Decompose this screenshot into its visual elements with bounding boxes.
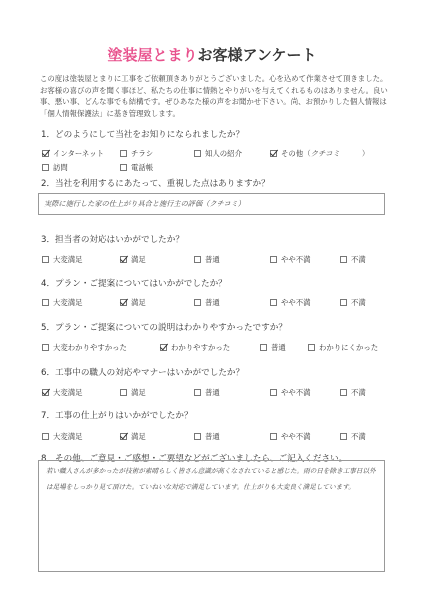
checkbox[interactable] (270, 433, 277, 440)
checkbox[interactable] (42, 389, 49, 396)
q6-option[interactable]: 不満 (340, 387, 366, 398)
checkbox[interactable] (340, 299, 347, 306)
checkbox[interactable] (120, 299, 127, 306)
q7-question: 7．工事の仕上がりはいかがでしたか？ (41, 411, 193, 421)
checkbox[interactable] (120, 389, 127, 396)
checkbox[interactable] (160, 344, 167, 351)
q5-option[interactable]: わかりやすかった (160, 342, 260, 353)
q1-option[interactable]: その他 （ クチコミ ） (270, 148, 369, 159)
checkbox[interactable] (270, 150, 277, 157)
q3-option[interactable]: 大変満足 (42, 254, 120, 265)
q3-option[interactable]: 満足 (120, 254, 194, 265)
q5-option[interactable]: わかりにくかった (308, 342, 378, 353)
checkbox[interactable] (42, 344, 49, 351)
q7-option[interactable]: 大変満足 (42, 431, 120, 442)
q4-option[interactable]: 大変満足 (42, 297, 120, 308)
q7-option[interactable]: 満足 (120, 431, 194, 442)
checkbox[interactable] (42, 299, 49, 306)
checkbox[interactable] (42, 433, 49, 440)
q4-option[interactable]: 不満 (340, 297, 366, 308)
q6-option[interactable]: やや不満 (270, 387, 340, 398)
checkbox[interactable] (120, 150, 127, 157)
q4-options (42, 297, 382, 308)
q3-option[interactable]: 普通 (194, 254, 270, 265)
q3-option[interactable]: 不満 (340, 254, 366, 265)
q1-options-row2 (42, 162, 382, 173)
q5-option[interactable]: 大変わかりやすかった (42, 342, 160, 353)
q1-option[interactable]: インターネット (42, 148, 120, 159)
q8-answer: 若い職人さんが多かったが技術が素晴らしく皆さん意識が高くなされていると感じた。雨の日を除き工事日以外は足場をしっかり見て頂けた。ていねいな対応で満足しています。仕上がりも大変良く満足しています。 (46, 467, 376, 491)
q1-other-text: クチコミ (310, 149, 340, 158)
checkbox[interactable] (340, 433, 347, 440)
checkbox[interactable] (260, 344, 267, 351)
checkbox[interactable] (194, 299, 201, 306)
q4-option[interactable]: やや不満 (270, 297, 340, 308)
checkbox[interactable] (308, 344, 315, 351)
q4-option[interactable]: 普通 (194, 297, 270, 308)
q5-option[interactable]: 普通 (260, 342, 308, 353)
q8-question: 8．その他、ご意見・ご感想・ご要望などがございましたら、ご記入ください。 (41, 454, 348, 464)
q5-options (42, 342, 382, 353)
checkbox[interactable] (42, 256, 49, 263)
q2-question: 2．当社を利用するにあたって、重視した点はありますか？ (41, 179, 270, 189)
q1-option[interactable]: 電話帳 (120, 162, 153, 173)
q1-option[interactable]: チラシ (120, 148, 194, 159)
checkbox[interactable] (42, 150, 49, 157)
q7-option[interactable]: やや不満 (270, 431, 340, 442)
q3-question: 3．担当者の対応はいかがでしたか？ (41, 235, 184, 245)
checkbox[interactable] (270, 299, 277, 306)
q6-option[interactable]: 普通 (194, 387, 270, 398)
checkbox[interactable] (120, 164, 127, 171)
q1-option[interactable]: 知人の紹介 (194, 148, 270, 159)
q3-option[interactable]: やや不満 (270, 254, 340, 265)
title-suffix: お客様アンケート (197, 46, 317, 64)
checkbox[interactable] (194, 433, 201, 440)
page-title (0, 44, 424, 65)
q4-question: 4．プラン・ご提案についてはいかがでしたか？ (41, 279, 227, 289)
q6-option[interactable]: 満足 (120, 387, 194, 398)
q7-option[interactable]: 普通 (194, 431, 270, 442)
q7-options (42, 431, 382, 442)
checkbox[interactable] (194, 256, 201, 263)
checkbox[interactable] (42, 164, 49, 171)
brand-name: 塗装屋とまり (107, 46, 198, 64)
checkbox[interactable] (194, 389, 201, 396)
checkbox[interactable] (194, 150, 201, 157)
q6-question: 6．工事中の職人の対応やマナーはいかがでしたか？ (41, 368, 245, 378)
q6-option[interactable]: 大変満足 (42, 387, 120, 398)
q7-option[interactable]: 不満 (340, 431, 366, 442)
q1-question: 1．どのようにして当社をお知りになられましたか？ (41, 130, 245, 140)
intro-text: この度は塗装屋とまりに工事をご依頼頂きありがとうございました。心を込めて作業させて頂きました。お客様の喜びの声を聞く事ほど、私たちの仕事に情熱とやりがいを与えてくれるものはありません。良い事、悪い事、どんな事でも結構です。ぜひあなた様の声をお聞かせ下さい。尚、お預かりした個人情報は「個人情報保護法」に基き管理致します。 (40, 74, 388, 118)
checkbox[interactable] (270, 256, 277, 263)
q1-option[interactable]: 訪問 (42, 162, 120, 173)
checkbox[interactable] (270, 389, 277, 396)
checkbox[interactable] (340, 389, 347, 396)
q2-answer: 実際に施行した家の仕上がり具合と施行主の評価（クチコミ） (44, 199, 245, 208)
q4-option[interactable]: 満足 (120, 297, 194, 308)
q6-options (42, 387, 382, 398)
q5-question: 5．プラン・ご提案についての説明はわかりやすかったですか？ (41, 323, 287, 333)
q1-options-row1 (42, 148, 382, 159)
q3-options (42, 254, 382, 265)
checkbox[interactable] (340, 256, 347, 263)
checkbox[interactable] (120, 256, 127, 263)
checkbox[interactable] (120, 433, 127, 440)
